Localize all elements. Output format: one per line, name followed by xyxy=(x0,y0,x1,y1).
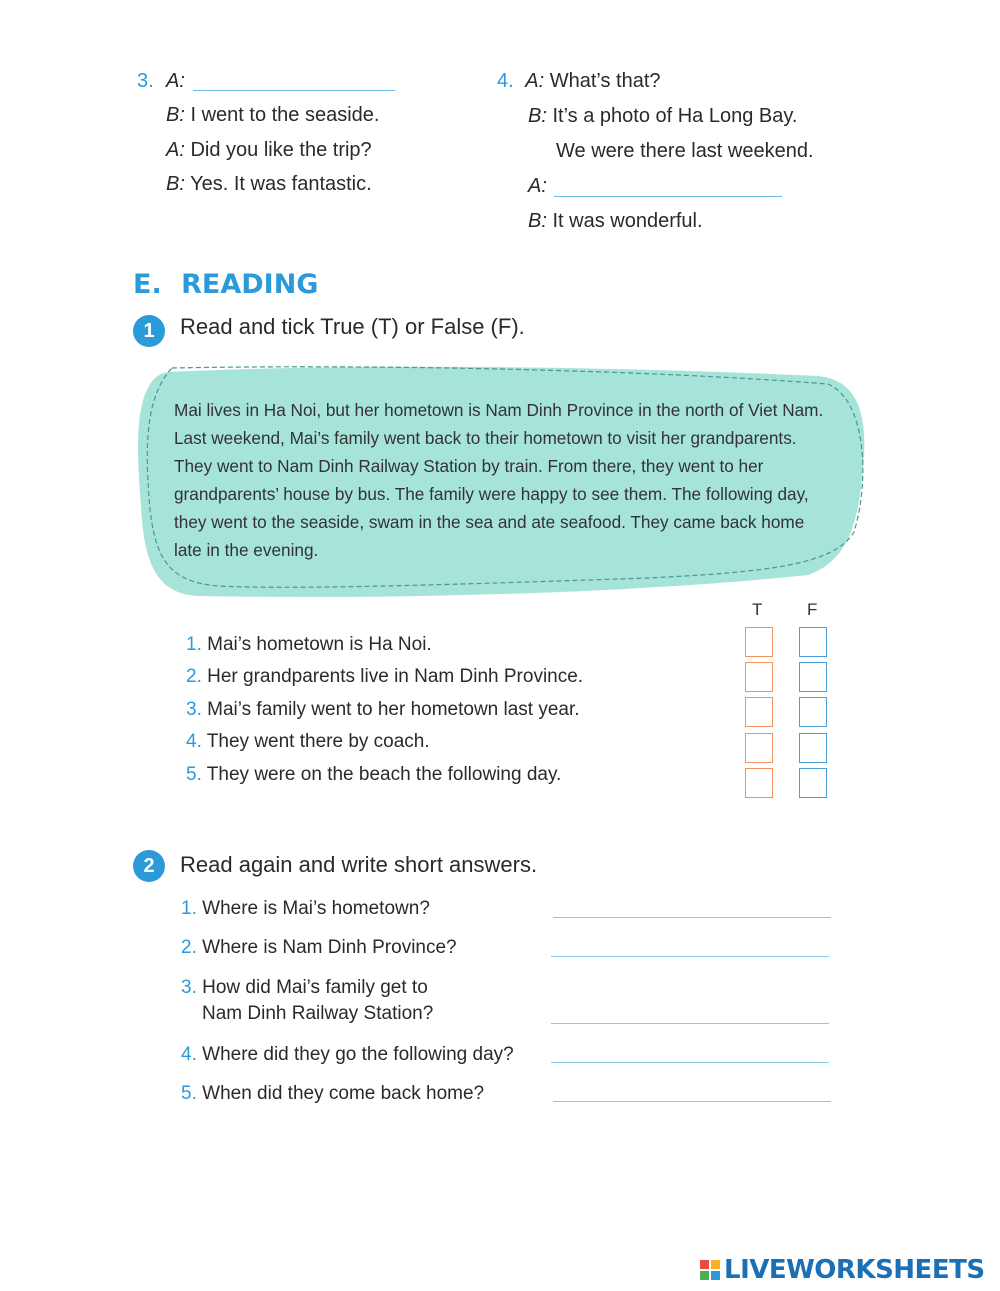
statement-text: Mai’s hometown is Ha Noi. xyxy=(207,634,432,655)
statement-4 xyxy=(186,731,430,753)
speaker-label: A: xyxy=(525,70,545,92)
answer-line-5[interactable] xyxy=(553,1101,831,1102)
section-heading xyxy=(133,269,318,300)
false-checkbox-1[interactable] xyxy=(799,627,827,657)
speaker-label: B: xyxy=(528,105,547,127)
false-checkbox-4[interactable] xyxy=(799,733,827,763)
logo-square-4 xyxy=(711,1271,720,1280)
dialogue-3-line-4 xyxy=(166,173,372,196)
false-checkbox-5[interactable] xyxy=(799,768,827,798)
true-checkbox-2[interactable] xyxy=(745,662,773,692)
dialogue-3-line-3 xyxy=(166,139,372,162)
question-5 xyxy=(181,1081,484,1107)
question-3 xyxy=(181,975,433,1027)
question-text-continued: Nam Dinh Railway Station? xyxy=(202,1003,434,1024)
question-4 xyxy=(181,1042,514,1068)
question-2 xyxy=(181,935,457,961)
dialogue-4-blank[interactable] xyxy=(554,196,782,197)
question-text: Where did they go the following day? xyxy=(202,1044,514,1065)
logo-text: LIVEWORKSHEETS xyxy=(724,1255,985,1285)
question-1 xyxy=(181,896,430,922)
true-checkbox-3[interactable] xyxy=(745,697,773,727)
question-text: When did they come back home? xyxy=(202,1083,485,1104)
statement-3 xyxy=(186,699,580,721)
false-checkbox-2[interactable] xyxy=(799,662,827,692)
answer-line-2[interactable] xyxy=(551,956,829,957)
question-number: 2. xyxy=(181,937,197,958)
speaker-label: B: xyxy=(166,104,185,126)
dialogue-4-line-3: We were there last weekend. xyxy=(556,140,814,162)
dialogue-4-line-2 xyxy=(528,105,797,128)
task-2-badge: 2 xyxy=(133,850,165,882)
task-2-instruction: Read again and write short answers. xyxy=(180,852,538,877)
statement-text: Mai’s family went to her hometown last year. xyxy=(207,699,580,720)
statement-number: 1. xyxy=(186,634,202,655)
question-number: 3. xyxy=(181,977,197,998)
task-1-instruction: Read and tick True (T) or False (F). xyxy=(180,314,525,339)
line-text: What’s that? xyxy=(549,70,661,92)
line-text: Yes. It was fantastic. xyxy=(190,173,372,195)
statement-text: They went there by coach. xyxy=(206,731,430,752)
question-text: Where is Mai’s hometown? xyxy=(202,898,430,919)
false-checkbox-3[interactable] xyxy=(799,697,827,727)
dialogue-3-number: 3. xyxy=(137,70,154,92)
answer-line-1[interactable] xyxy=(553,917,831,918)
question-text: How did Mai’s family get to xyxy=(202,977,428,998)
section-title: READING xyxy=(181,269,319,300)
statement-1 xyxy=(186,634,432,656)
reading-passage xyxy=(174,396,824,564)
statement-number: 5. xyxy=(186,764,202,785)
speaker-label: B: xyxy=(166,173,185,195)
question-number: 5. xyxy=(181,1083,197,1104)
speaker-label: A: xyxy=(166,139,185,161)
dialogue-4-number: 4. xyxy=(497,70,514,92)
liveworksheets-logo xyxy=(700,1255,985,1285)
answer-line-4[interactable] xyxy=(551,1062,829,1063)
dialogue-4-line-1 xyxy=(497,70,661,93)
task-1-badge: 1 xyxy=(133,315,165,347)
logo-square-1 xyxy=(700,1260,709,1269)
dialogue-4-speaker-a: A: xyxy=(528,175,547,197)
dialogue-3-blank[interactable] xyxy=(193,90,395,91)
true-checkbox-5[interactable] xyxy=(745,768,773,798)
statement-text: They were on the beach the following day. xyxy=(206,764,562,785)
column-false-header: F xyxy=(807,600,818,619)
speaker-label: B: xyxy=(528,210,547,232)
statement-number: 2. xyxy=(186,666,202,687)
statement-text: Her grandparents live in Nam Dinh Province. xyxy=(207,666,584,687)
liveworksheets-logo-icon xyxy=(700,1260,720,1280)
question-number: 1. xyxy=(181,898,197,919)
logo-square-3 xyxy=(700,1271,709,1280)
dialogue-4-line-5 xyxy=(528,210,703,233)
line-text: Did you like the trip? xyxy=(190,139,372,161)
dialogue-3-speaker-a: A: xyxy=(166,70,185,92)
true-checkbox-1[interactable] xyxy=(745,627,773,657)
question-text: Where is Nam Dinh Province? xyxy=(202,937,457,958)
line-text: It was wonderful. xyxy=(552,210,703,232)
answer-line-3[interactable] xyxy=(551,1023,829,1024)
question-number: 4. xyxy=(181,1044,197,1065)
line-text: It’s a photo of Ha Long Bay. xyxy=(552,105,798,127)
passage-text: Mai lives in Ha Noi, but her hometown is Nam Dinh Province in the north of Viet Nam. Last weekend, Mai’s family went back to their hometown to visit her grandparents. They went to Nam Dinh Railway Station by train. From there, they went to her grandparents’ house by bus. The family were happy to see them. The following day, they went to the seaside, swam in the sea and ate seafood. They came back home late in the evening. xyxy=(174,400,824,560)
statement-5 xyxy=(186,764,561,786)
section-letter: E. xyxy=(133,269,162,300)
statement-number: 4. xyxy=(186,731,202,752)
true-checkbox-4[interactable] xyxy=(745,733,773,763)
statement-number: 3. xyxy=(186,699,202,720)
line-text: I went to the seaside. xyxy=(190,104,380,126)
dialogue-3-line-2 xyxy=(166,104,379,127)
column-true-header: T xyxy=(752,600,763,619)
statement-2 xyxy=(186,666,583,688)
dialogue-3 xyxy=(137,70,154,93)
logo-square-2 xyxy=(711,1260,720,1269)
